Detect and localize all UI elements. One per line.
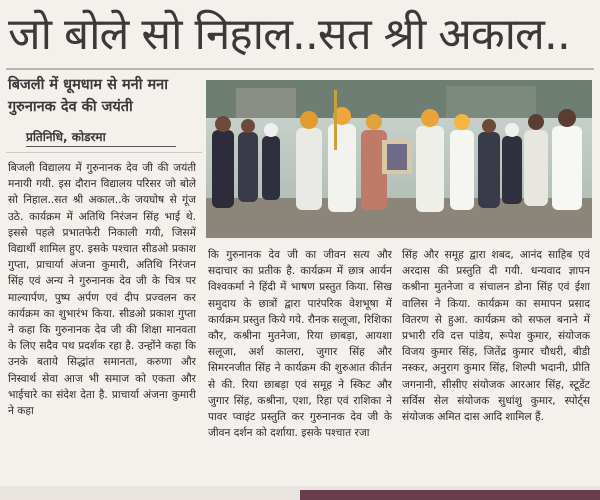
page-bottom-strip — [0, 486, 600, 500]
headline-divider — [6, 68, 594, 70]
news-photo — [206, 80, 592, 238]
article-column-1: बिजली विद्यालय में गुरुनानक देव जी की जयंती मनायी गयी. इस दौरान विद्यालय परिसर जो बोले सो निहाल..सत श्री अकाल..के जयघोष से गूंज उठे. कार्यक्रम में अतिथि निरंजन सिंह भाई थे. इससे पहले प्रभातफेरी निकाली गयी, जिसमें विद्यार्थी शामिल हुए. इसके पश्चात सीडओ प्रकाश गुप्ता, प्राचार्या अंजना कुमारी, अतिथि निरंजन सिंह एवं अन्य ने गुरुनानक देव जी के चित्र पर माल्यार्पण, पुष्प अर्पण एवं दीप प्रज्वलन कर कार्यक्रम का शुभारंभ किया. सीडओ प्रकाश गुप्ता ने कहा कि गुरुनानक देव जी की शिक्षा मानवता के लिए सदैव पथ प्रदर्शक रहा है. उन्होंने कहा कि उनके बताये सिद्धांत समानता, करुणा और निस्वार्थ सेवा आज भी समाज को एकता और भाईचारे का संदेश देता है. प्राचार्या अंजना कुमारी ने कहा — [8, 162, 196, 418]
subheadline: बिजली में धूमधाम से मनी मना गुरुनानक देव की जयंती — [8, 77, 168, 115]
headline: जो बोले सो निहाल..सत श्री अकाल.. — [8, 9, 570, 60]
students-celebrating-photo — [206, 80, 592, 238]
byline: प्रतिनिधि, कोडरमा — [26, 128, 176, 147]
byline-divider — [6, 152, 202, 153]
article-column-2: कि गुरुनानक देव जी का जीवन सत्य और सदाचार का प्रतीक है. कार्यक्रम में छात्र आर्यन विश्वकर्मा ने हिंदी में भाषण प्रस्तुत किया. सिख समुदाय के छात्रों द्वारा पारंपरिक वेशभूषा में कार्यक्रम प्रस्तुत किये गये. रौनक सलूजा, रिशिका कौर, कश्रीना मुतनेजा, रिया छाबड़ा, आयशा सलूजा, अर्श कालरा, जुगार सिंह और सिमरनजीत सिंह ने कार्यक्रम की शुरुआत कीर्तन से की. रिया छाबड़ा एवं समूह ने स्किट और जुगार सिंह, कश्रीना, एशा, रिहा एवं राशिका ने पावर प्वाइंट प्रस्तुति कर गुरुनानक देव जी के जीवन दर्शन को दर्शाया. इसके पश्चात रजा — [208, 249, 392, 440]
adjacent-article-band — [300, 490, 600, 500]
article-column-3: सिंह और समूह द्वारा शबद, आनंद साहिब एवं अरदास की प्रस्तुति दी गयी. धन्यवाद ज्ञापन कश्रीना मुतनेजा व संचालन डोना सिंह एवं ईशा वालिस ने किया. कार्यक्रम का समापन प्रसाद वितरण से हुआ. कार्यक्रम को सफल बनाने में प्रभारी रवि दत्त पांडेय, रूपेश कुमार, संयोजक विजय कुमार सिंह, जितेंद्र कुमार चौधरी, बीडी नस्कर, अनुराग कुमार सिंह, शिल्पी भदानी, प्रीति जगनानी, सीसीए संयोजक आरआर सिंह, स्टूडेंट सर्विस सेल संयोजक सुधांशु कुमार, स्पोर्ट्स संयोजक अमित दास आदि शामिल हैं. — [402, 249, 590, 424]
